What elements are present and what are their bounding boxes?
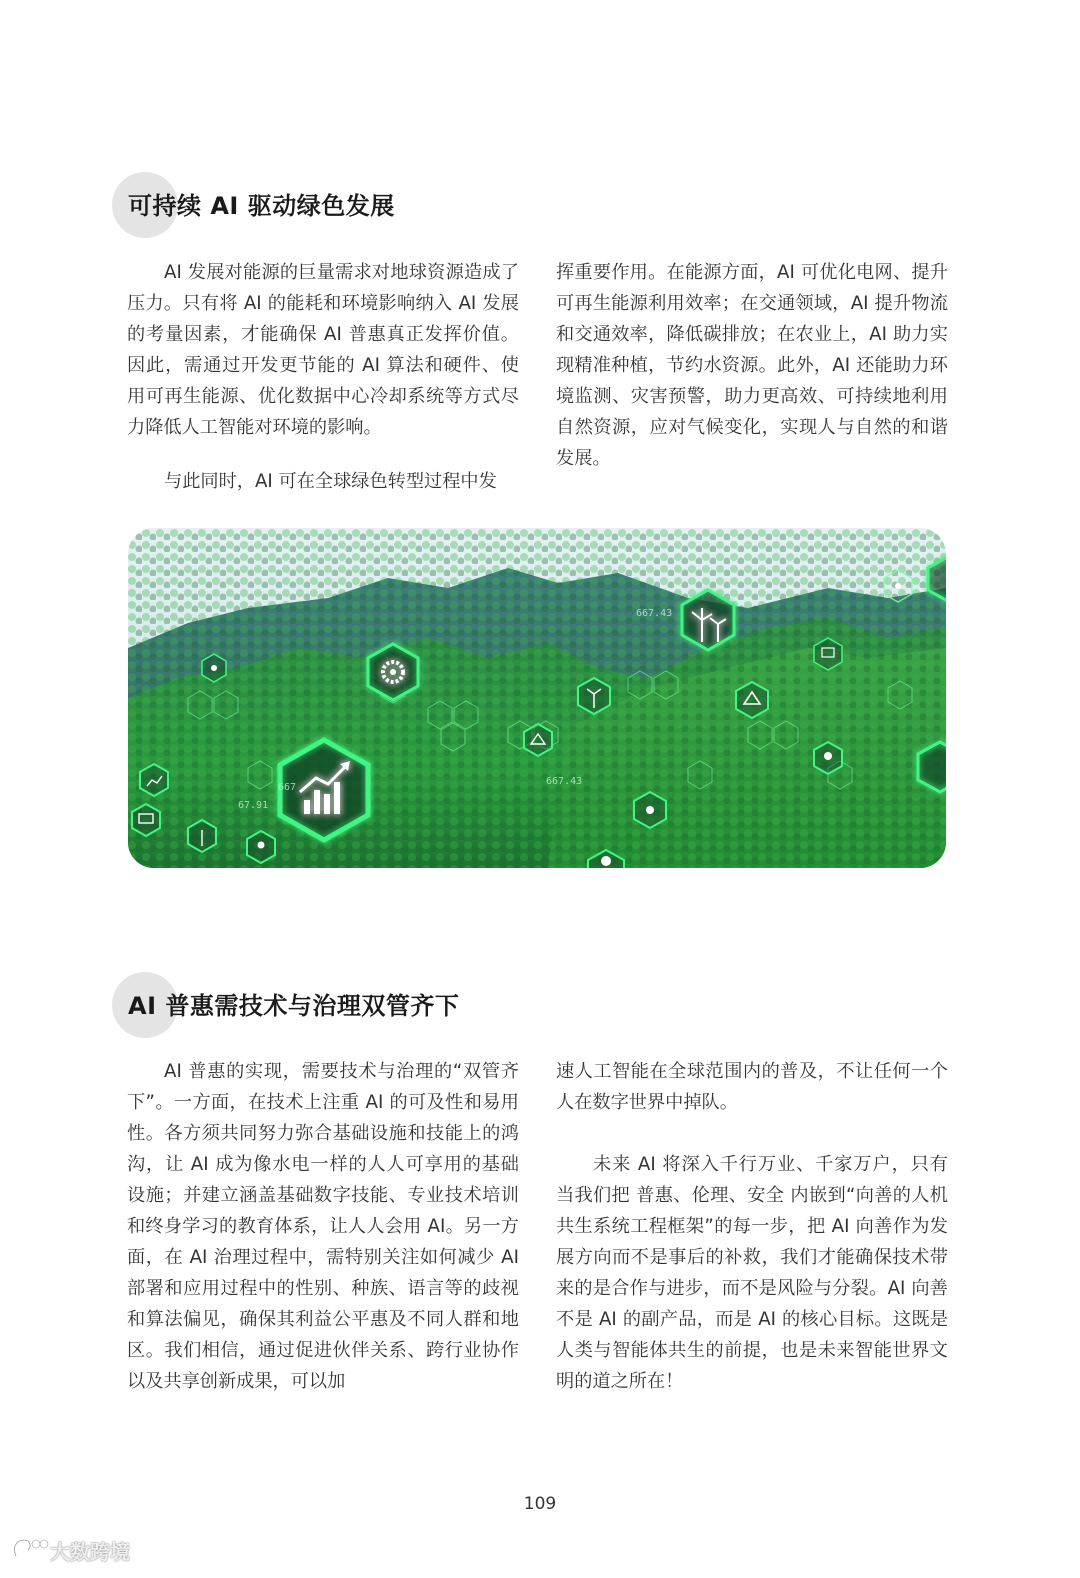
monitor-icon [132, 804, 160, 836]
paragraph: 挥重要作用。在能源方面，AI 可优化电网、提升可再生能源利用效率；在交通领域，AI 提升物流和交通效率，降低碳排放；在农业上，AI 助力实现精准种植，节约水资源。此外，AI 还能助力环境监测、灾害预警，助力更高效、可持续地利用自然资源，应对气候变化，实现人与自然的和谐发展。 [556, 262, 948, 469]
overlay-number: 67.91 [238, 800, 269, 811]
overlay-number: 667 [278, 782, 297, 793]
wind-turbine-tiny-icon [188, 820, 216, 852]
wind-turbine-small-icon [578, 678, 610, 714]
section-2-right-column [556, 1056, 948, 1397]
section-1-left-column [127, 257, 519, 497]
overlay-number: 667.43 [546, 776, 583, 787]
paragraph: AI 发展对能源的巨量需求对地球资源造成了压力。只有将 AI 的能耗和环境影响纳入 AI 发展的考量因素，才能确保 AI 普惠真正发挥价值。因此，需通过开发更节能的 AI 算法和硬件、使用可再生能源、优化数据中心冷却系统等方式尽力降低人工智能对环境的影响。 [127, 262, 519, 438]
screen-small-icon [814, 638, 842, 670]
overlay-number: 667.43 [636, 608, 673, 619]
section-heading-2 [112, 972, 812, 1038]
sun-icon [634, 792, 666, 828]
paragraph: 未来 AI 将深入千行万业、千家万户，只有当我们把 普惠、伦理、安全 内嵌到“向善的人机共生系统工程框架”的每一步，把 AI 向善作为发展方向而不是事后的补救，我们才能确保技术带来的是合作与进步，而不是风险与分裂。AI 向善不是 AI 的副产品，而是 AI 的核心目标。这既是人类与智能体共生的前提，也是未来智能世界文明的道之所在！ [556, 1154, 948, 1392]
watermark [8, 1532, 168, 1568]
recycle-small-icon [524, 724, 552, 756]
leaf-icon [202, 654, 226, 682]
paragraph: 与此同时，AI 可在全球绿色转型过程中发 [164, 471, 497, 492]
gear-icon [368, 644, 418, 700]
watermark-logo-icon [10, 1534, 50, 1564]
section-title: AI 普惠需技术与治理双管齐下 [128, 992, 460, 1020]
section-2-left-column [127, 1056, 519, 1397]
page-number: 109 [523, 1494, 557, 1514]
section-heading-1 [112, 172, 812, 238]
chart-small-icon [140, 764, 168, 796]
lightbulb-icon [814, 742, 842, 774]
watermark-text: 大数跨境 [50, 1540, 130, 1564]
hero-image-green-ai [128, 528, 946, 868]
recycle-icon [736, 682, 768, 718]
wind-turbine-icon [682, 590, 734, 650]
section-title: 可持续 AI 驱动绿色发展 [128, 192, 395, 220]
paragraph: 速人工智能在全球范围内的普及，不让任何一个人在数字世界中掉队。 [556, 1061, 948, 1113]
location-icon [247, 831, 275, 863]
paragraph: AI 普惠的实现，需要技术与治理的“双管齐下”。一方面，在技术上注重 AI 的可及性和易用性。各方须共同努力弥合基础设施和技能上的鸿沟，让 AI 成为像水电一样的人人可享用的基础设施；并建立涵盖基础数字技能、专业技术培训和终身学习的教育体系，让人人会用 AI。另一方面，在 AI 治理过程中，需特别关注如何减少 AI 部署和应用过程中的性别、种族、语言等的歧视和算法偏见，确保其利益公平惠及不同人群和地区。我们相信，通过促进伙伴关系、跨行业协作以及共享创新成果，可以加 [127, 1061, 519, 1392]
section-1-right-column [556, 257, 948, 474]
